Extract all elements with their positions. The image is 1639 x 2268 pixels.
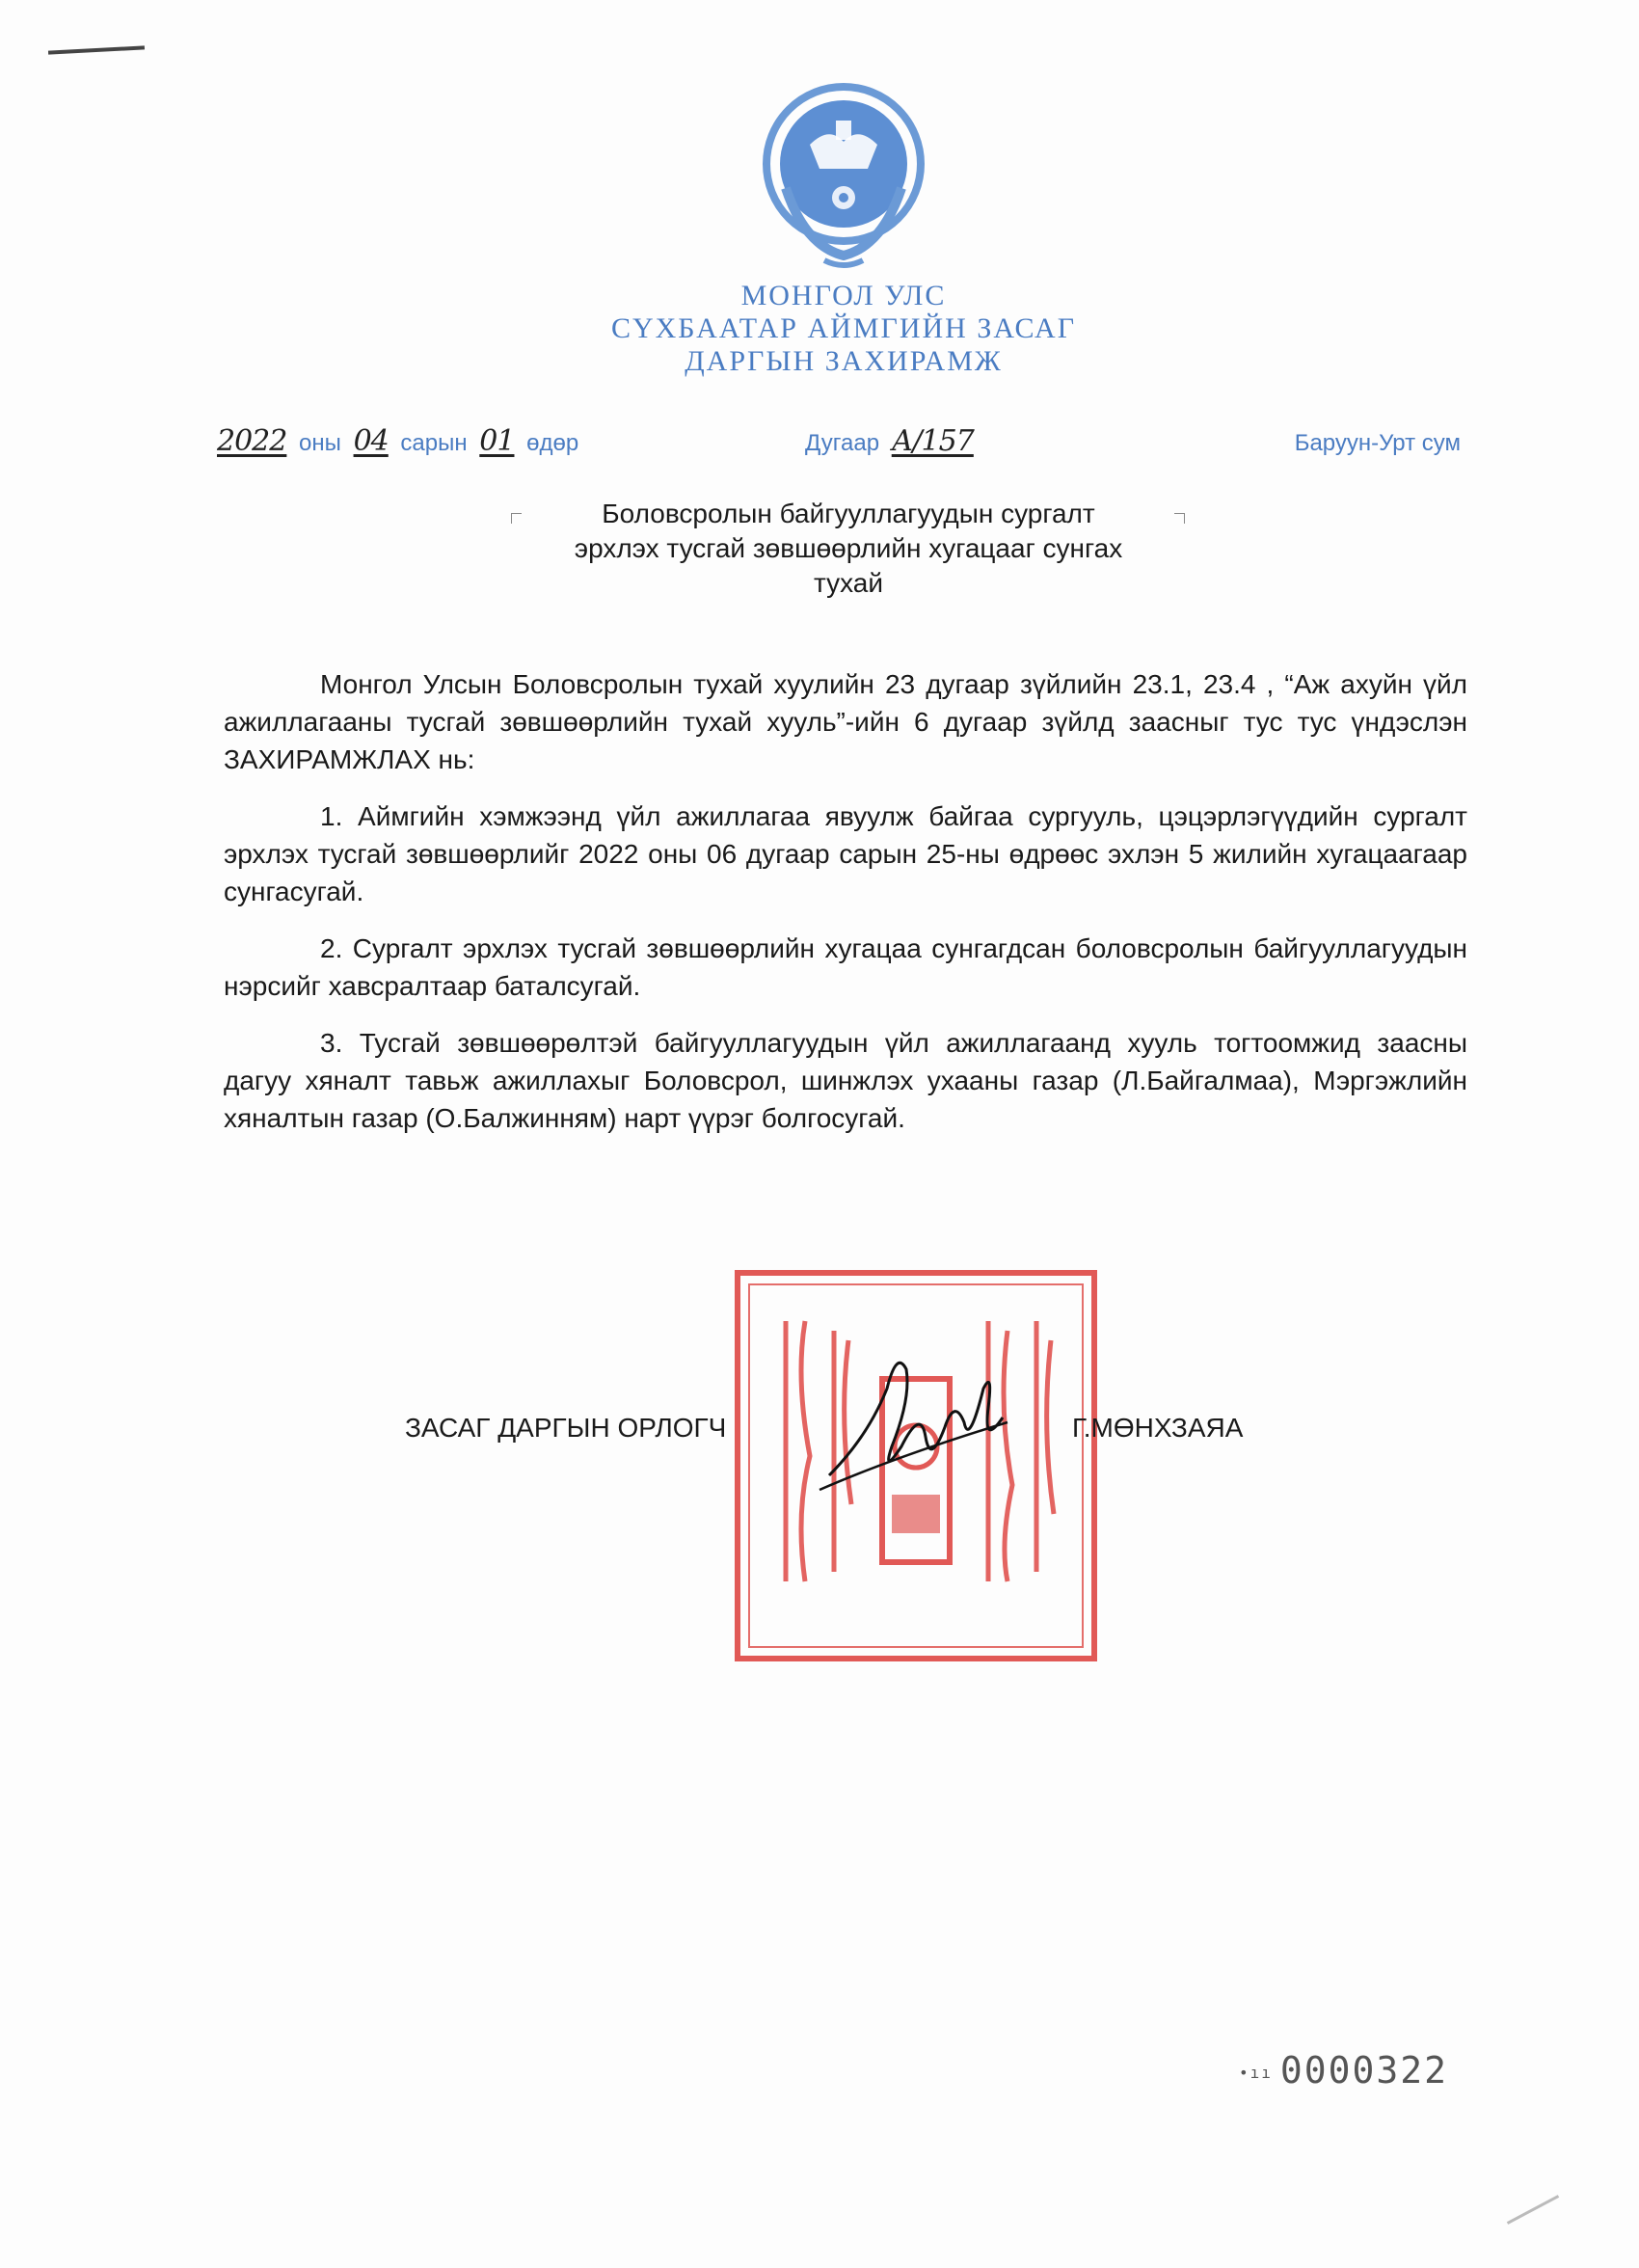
subject-line-3: тухай [813,568,884,598]
number-label: Дугаар [805,430,880,456]
date-month-label: сарын [400,430,468,456]
document-body [224,665,1467,1156]
signatory-title: ЗАСАГ ДАРГЫН ОРЛОГЧ [405,1413,727,1443]
serial-number [1239,2049,1448,2092]
body-item-2: 2. Сургалт эрхлэх тусгай зөвшөөрлийн хугацаа сунгагдсан боловсролын байгууллагуудын нэрсийг хавсралтаар баталсугай. [224,933,1467,1001]
body-item-3: 3. Тусгай зөвшөөрөлтэй байгууллагуудын үйл ажиллагаанд хууль тогтоомжид заасны дагуу хяналт тавьж ажиллахыг Боловсрол, шинжлэх ухааны газар (Л.Байгалмаа), Мэргэжлийн хяналтын газар (О.Балжинням) нарт үүрэг болгосугай. [224,1028,1467,1133]
body-item-1: 1. Аймгийн хэмжээнд үйл ажиллагаа явуулж байгаа сургууль, цэцэрлэгүүдийн сургалт эрхлэх тусгай зөвшөөрлийг 2022 оны 06 дугаар сарын 25-ны өдрөөс эхлэн 5 жилийн хугацаагаар сунгасугай. [224,801,1467,906]
document-place: Баруун-Урт сум [1294,430,1461,456]
number-value: А/157 [891,424,974,458]
date-day: 01 [479,424,515,458]
document-number [805,424,974,458]
document-meta [217,424,1461,463]
document-date [217,424,578,458]
issuer-header [482,280,1205,378]
header-authority: СҮХБААТАР АЙМГИЙН ЗАСАГ [610,312,1077,344]
signatory-name: Г.МӨНХЗАЯА [1072,1413,1244,1443]
scan-mark [48,45,145,54]
header-country: МОНГОЛ УЛС [740,280,947,311]
date-day-label: өдөр [526,430,579,456]
body-preamble: Монгол Улсын Боловсролын тухай хуулийн 23 дугаар зүйлийн 23.1, 23.4 , “Аж ахуйн үйл ажиллагааны тусгай зөвшөөрлийн тухай хууль”-ийн 6 дугаар зүйлд заасныг тус тус үндэслэн ЗАХИРАМЖЛАХ нь: [224,669,1467,774]
serial-value: 0000322 [1279,2049,1449,2092]
date-year: 2022 [217,424,287,458]
subject-line-2: эрхлэх тусгай зөвшөөрлийн хугацааг сунгах [574,533,1123,563]
date-year-label: оны [299,430,341,456]
signature-mark [810,1331,1012,1504]
header-doc-type: ДАРГЫН ЗАХИРАМЖ [685,345,1003,377]
scan-corner-mark [1507,2195,1559,2225]
document-subject [501,497,1196,601]
subject-line-1: Боловсролын байгууллагуудын сургалт [602,499,1095,528]
date-month: 04 [353,424,389,458]
serial-dots: •ıı [1239,2064,1273,2082]
state-emblem-icon [757,72,930,275]
